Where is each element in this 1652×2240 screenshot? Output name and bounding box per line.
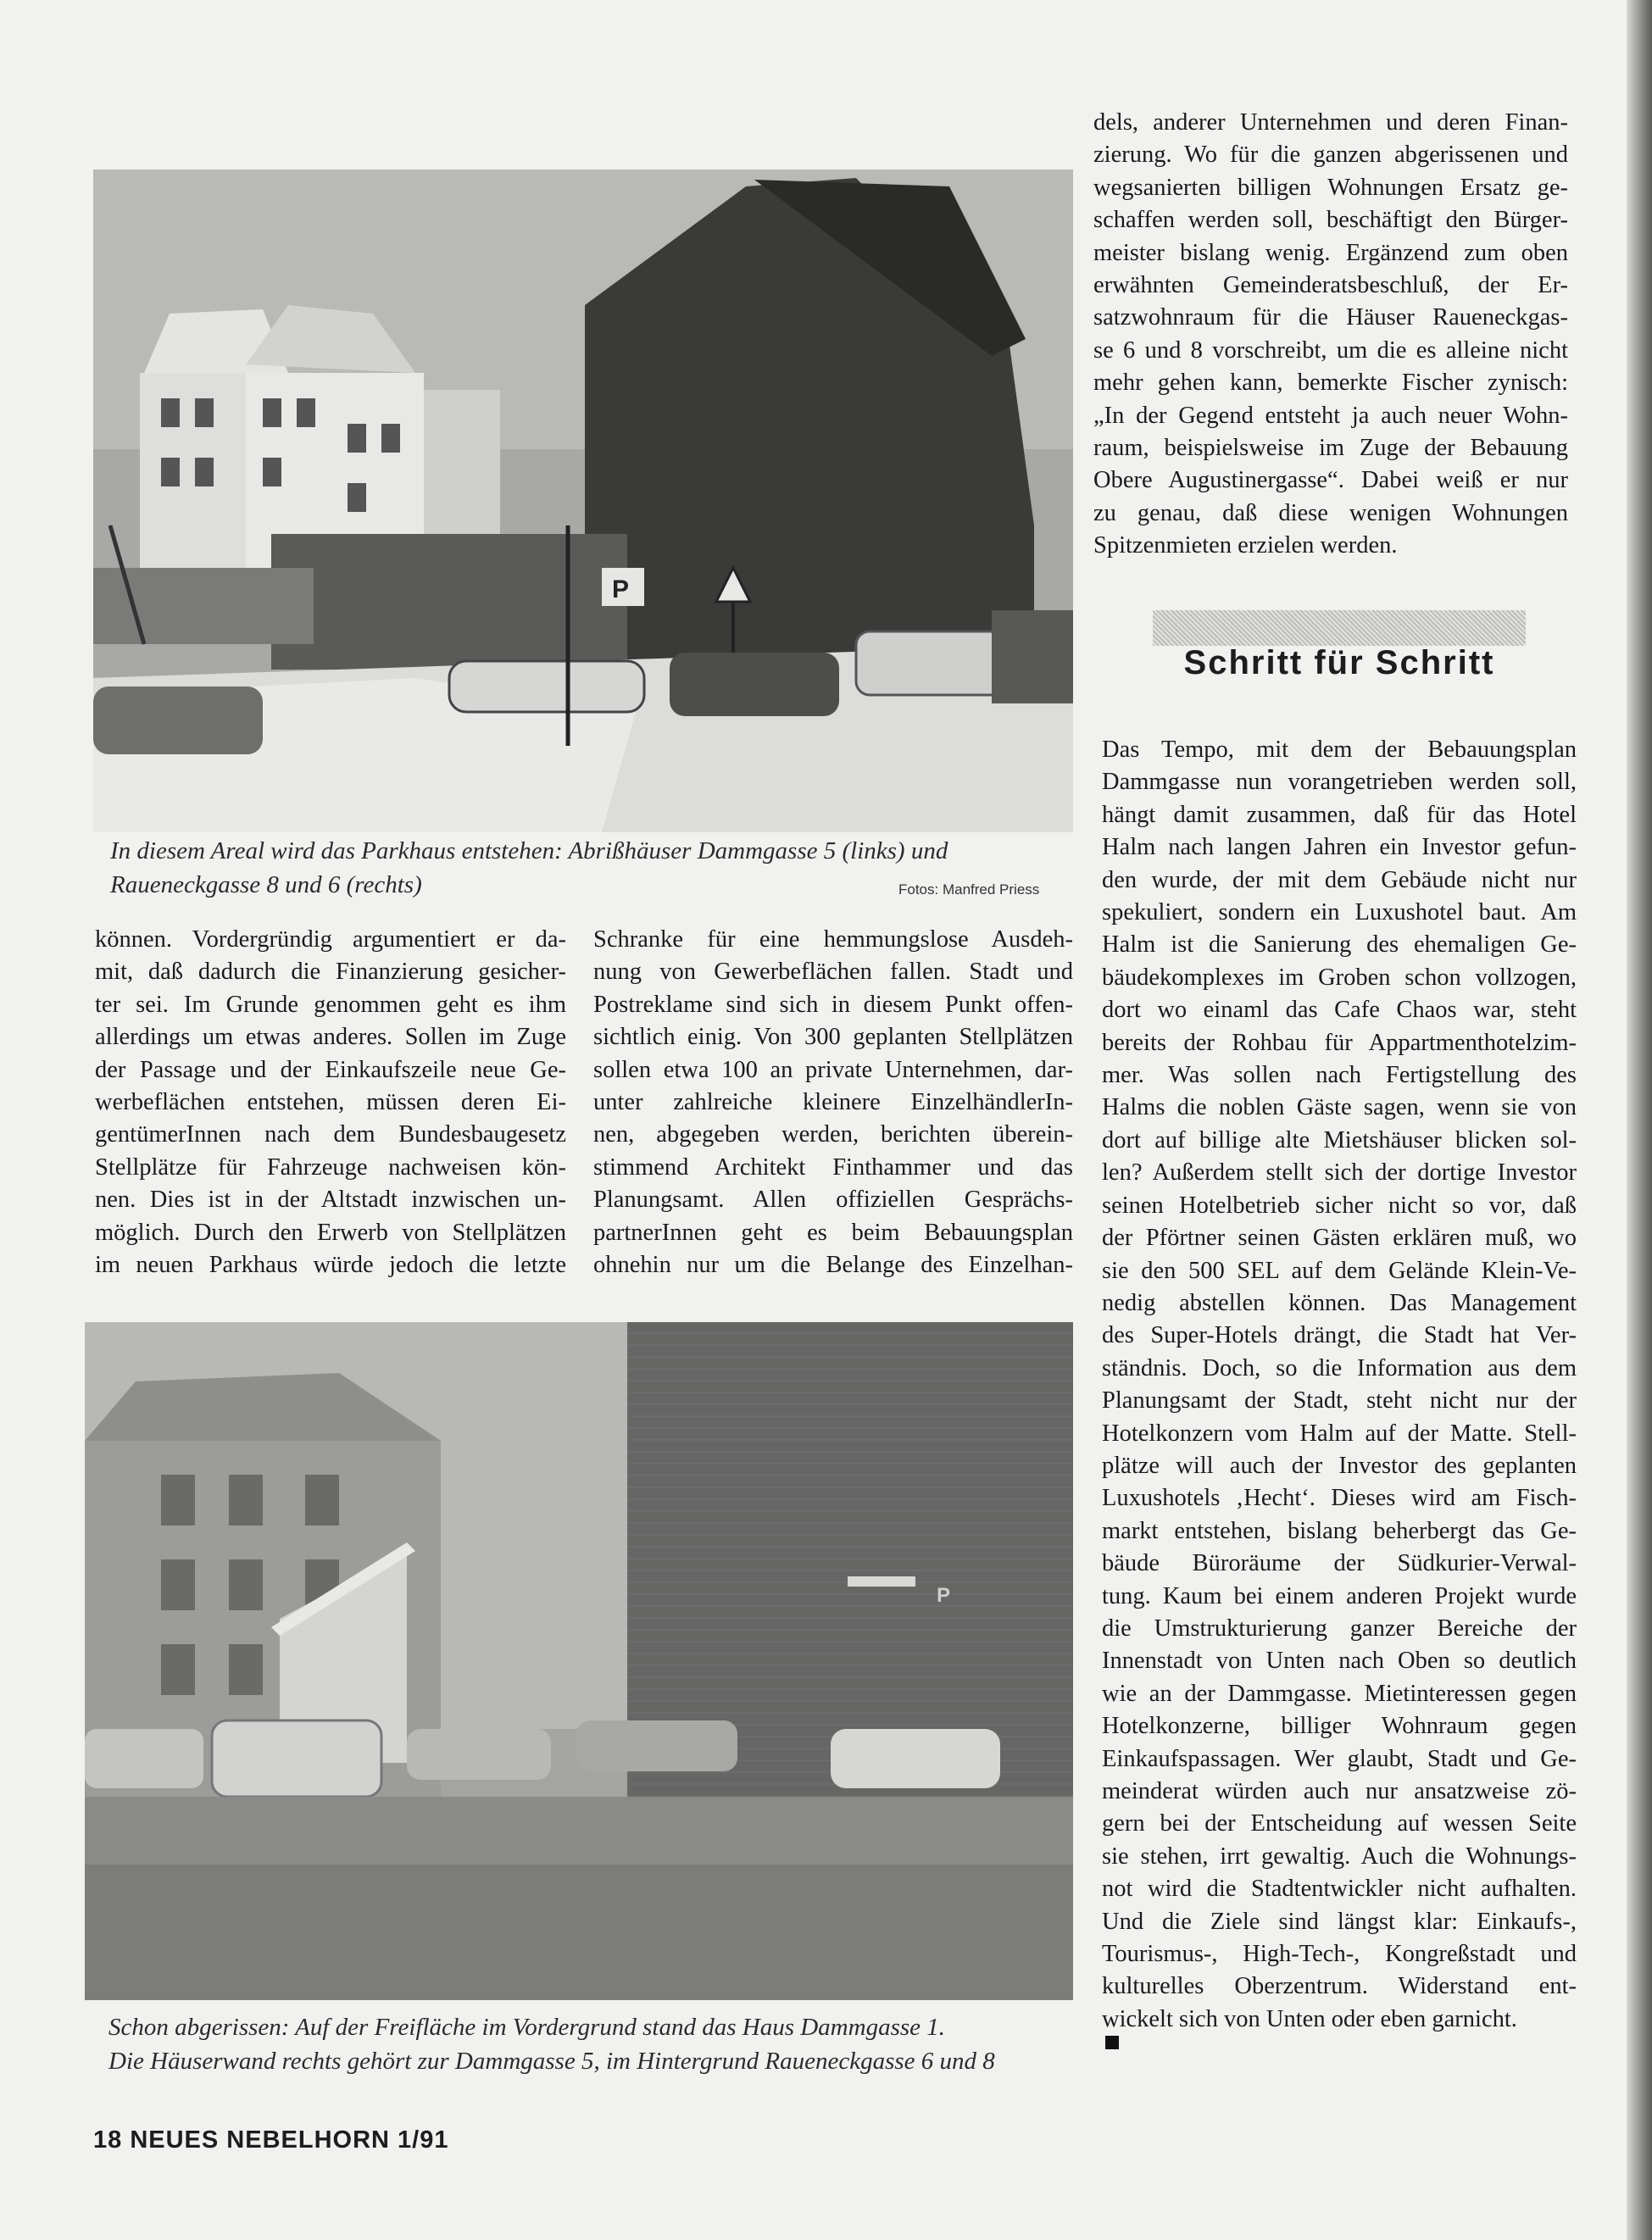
photo-credit: Fotos: Manfred Priess xyxy=(898,881,1040,898)
text-line: möglich. Durch den Erwerb von Stellplätzen xyxy=(95,1219,566,1246)
text-line: nedig abstellen können. Das Management xyxy=(1102,1289,1577,1316)
text-line: plätze will auch der Investor des geplanten xyxy=(1102,1452,1577,1479)
text-line: Das Tempo, mit dem der Bebauungsplan xyxy=(1102,736,1577,763)
photo-parking-area xyxy=(93,170,1073,832)
text-line: Innenstadt von Unten nach Oben so deutlich xyxy=(1102,1648,1577,1675)
text-line: sollen etwa 100 an private Unternehmen, dar- xyxy=(593,1056,1073,1083)
text-line: im neuen Parkhaus würde jedoch die letzte xyxy=(95,1252,566,1279)
text-line: partnerInnen geht es beim Bebauungsplan xyxy=(593,1219,1073,1246)
text-line: Einkaufspassagen. Wer glaubt, Stadt und Ge- xyxy=(1102,1745,1577,1772)
text-line: des Super-Hotels drängt, die Stadt hat Ver- xyxy=(1102,1322,1577,1349)
text-line: ter sei. Im Grunde genommen geht es ihm xyxy=(95,991,566,1018)
text-line: Hotelkonzern vom Halm auf der Matte. Stell- xyxy=(1102,1420,1577,1447)
page-footer: 18 NEUES NEBELHORN 1/91 xyxy=(93,2126,449,2154)
text-line: gentümerInnen nach dem Bundesbaugesetz xyxy=(95,1121,566,1148)
text-line: dort auf billige alte Mietshäuser blicken sol- xyxy=(1102,1126,1577,1153)
text-line: bäude Büroräume der Südkurier-Verwal- xyxy=(1102,1550,1577,1577)
article-column-right-main xyxy=(1102,734,1577,2049)
text-line: Schranke für eine hemmungslose Ausdeh- xyxy=(593,926,1073,953)
text-line: Tourismus-, High-Tech-, Kongreßstadt und xyxy=(1102,1941,1577,1968)
text-line: mehr gehen kann, bemerkte Fischer zynisch: xyxy=(1093,370,1568,397)
text-line: Halm nach langen Jahren ein Investor gefun- xyxy=(1102,834,1577,861)
text-line: unter zahlreiche kleinere EinzelhändlerIn- xyxy=(593,1089,1073,1116)
text-line: Spitzenmieten erzielen werden. xyxy=(1093,532,1398,559)
text-line: Halms die noblen Gäste sagen, wenn sie von xyxy=(1102,1094,1577,1121)
text-line: der Passage und der Einkaufszeile neue Ge- xyxy=(95,1056,566,1083)
text-line: Stellplätze für Fahrzeuge nachweisen kön- xyxy=(95,1153,566,1181)
text-line: markt entstehen, bislang beherbergt das Ge- xyxy=(1102,1517,1577,1544)
text-line: kulturelles Oberzentrum. Widerstand ent- xyxy=(1102,1973,1577,2000)
text-line: spekuliert, sondern ein Luxushotel baut. Am xyxy=(1102,899,1577,926)
text-line: bereits der Rohbau für Appartmenthotelzim- xyxy=(1102,1029,1577,1056)
text-line: sichtlich einig. Von 300 geplanten Stellplätzen xyxy=(593,1024,1073,1051)
text-line: meinderat würden auch nur ansatzweise zö- xyxy=(1102,1778,1577,1804)
text-line: satzwohnraum für die Häuser Raueneckgas- xyxy=(1093,304,1568,331)
text-line: allerdings um etwas anderes. Sollen im Zuge xyxy=(95,1024,566,1051)
text-line: der Pförtner seinen Gästen erklären muß, wo xyxy=(1102,1225,1577,1252)
text-line: wegsanierten billigen Wohnungen Ersatz ge- xyxy=(1093,174,1568,201)
text-line: mer. Was sollen nach Fertigstellung des xyxy=(1102,1062,1577,1089)
page-edge-shadow xyxy=(1627,0,1652,2240)
text-line: den wurde, der mit dem Gebäude nicht nur xyxy=(1102,866,1577,893)
text-line: nung von Gewerbeflächen fallen. Stadt und xyxy=(593,959,1073,986)
text-line: können. Vordergründig argumentiert er da- xyxy=(95,926,566,953)
photo1-caption-line1: In diesem Areal wird das Parkhaus entstehen: Abrißhäuser Dammgasse 5 (links) und xyxy=(110,837,948,864)
photo1-caption-line2: Raueneckgasse 8 und 6 (rechts) xyxy=(110,871,422,898)
text-line: nen, abgegeben werden, berichten überein- xyxy=(593,1121,1073,1148)
text-line: Und die Ziele sind längst klar: Einkaufs-, xyxy=(1102,1908,1577,1935)
text-line-final xyxy=(1102,2004,1577,2049)
wall-parking-sign-letter: P xyxy=(937,1584,951,1607)
article-column-left xyxy=(95,924,566,1281)
text-line: Planungsamt der Stadt, steht nicht nur der xyxy=(1102,1387,1577,1415)
text-line: seinen Hotelbetrieb sicher nicht so vor, daß xyxy=(1102,1192,1577,1219)
text-line: mit, daß dadurch die Finanzierung gesicher- xyxy=(95,959,566,986)
text-line: erwähnten Gemeinderatsbeschluß, der Er- xyxy=(1093,272,1568,299)
text-line: nen. Dies ist in der Altstadt inzwischen un- xyxy=(95,1187,566,1214)
text-line: wickelt sich von Unten oder eben garnicht. xyxy=(1102,2005,1517,2032)
photo2-caption-line2: Die Häuserwand rechts gehört zur Dammgasse 5, im Hintergrund Raueneckgasse 6 und 8 xyxy=(108,2048,995,2075)
text-line: ständnis. Doch, so die Information aus dem xyxy=(1102,1354,1577,1381)
article-column-middle xyxy=(593,924,1073,1281)
text-line: gern bei der Entscheidung auf wessen Seite xyxy=(1102,1810,1577,1837)
text-line: raum, beispielsweise im Zuge der Bebauung xyxy=(1093,435,1568,462)
heading-decoration-bar xyxy=(1153,610,1526,646)
text-line: stimmend Architekt Finthammer und das xyxy=(593,1153,1073,1181)
parking-sign-letter: P xyxy=(612,575,630,603)
text-line: „In der Gegend entsteht ja auch neuer Wohn- xyxy=(1093,402,1568,429)
text-line: len? Außerdem stellt sich der dortige Investor xyxy=(1102,1159,1577,1187)
text-line: Dammgasse nun vorangetrieben werden soll, xyxy=(1102,769,1577,796)
text-line: Obere Augustinergasse“. Dabei weiß er nur xyxy=(1093,467,1568,494)
text-line: tung. Kaum bei einem anderen Projekt wurde xyxy=(1102,1582,1577,1609)
text-line: wie an der Dammgasse. Mietinteressen gegen xyxy=(1102,1680,1577,1707)
text-line: bäudekomplexes im Groben schon vollzogen, xyxy=(1102,964,1577,991)
text-line: dels, anderer Unternehmen und deren Finan- xyxy=(1093,109,1568,136)
text-line: die Umstrukturierung ganzer Bereiche der xyxy=(1102,1615,1577,1642)
text-line: dort wo einaml das Cafe Chaos war, steht xyxy=(1102,997,1577,1024)
photo2-caption-line1: Schon abgerissen: Auf der Freifläche im Vordergrund stand das Haus Dammgasse 1. xyxy=(108,2014,946,2041)
text-line: meister bislang wenig. Ergänzend zum oben xyxy=(1093,239,1568,266)
text-line: zierung. Wo für die ganzen abgerissenen und xyxy=(1093,142,1568,169)
text-line: schaffen werden soll, beschäftigt den Bürger- xyxy=(1093,207,1568,234)
text-line: Planungsamt. Allen offiziellen Gesprächs- xyxy=(593,1187,1073,1214)
text-line: sie den 500 SEL auf dem Gelände Klein-Ve- xyxy=(1102,1257,1577,1284)
text-line: se 6 und 8 vorschreibt, um die es alleine nicht xyxy=(1093,336,1568,364)
text-line: werbeflächen entstehen, müssen deren Ei- xyxy=(95,1089,566,1116)
article-column-right-top xyxy=(1093,107,1568,563)
text-line: Luxushotels ‚Hecht‘. Dieses wird am Fisch- xyxy=(1102,1485,1577,1512)
text-line: Hotelkonzerne, billiger Wohnraum gegen xyxy=(1102,1713,1577,1740)
photo-dammgasse-lot xyxy=(85,1322,1073,2000)
text-line: not wird die Stadtentwickler nicht aufhalten. xyxy=(1102,1876,1577,1903)
text-line: sie stehen, irrt gewaltig. Auch die Wohnungs- xyxy=(1102,1843,1577,1870)
text-line: hängt damit zusammen, daß für das Hotel xyxy=(1102,801,1577,828)
end-of-article-mark xyxy=(1105,2036,1119,2049)
section-heading: Schritt für Schritt xyxy=(1183,644,1495,681)
text-line: Halm ist die Sanierung des ehemaligen Ge- xyxy=(1102,931,1577,959)
text-line: zu genau, daß diese wenigen Wohnungen xyxy=(1093,499,1568,526)
text-line: ohnehin nur um die Belange des Einzelhan- xyxy=(593,1252,1073,1279)
text-line: Postreklame sind sich in diesem Punkt offen- xyxy=(593,991,1073,1018)
